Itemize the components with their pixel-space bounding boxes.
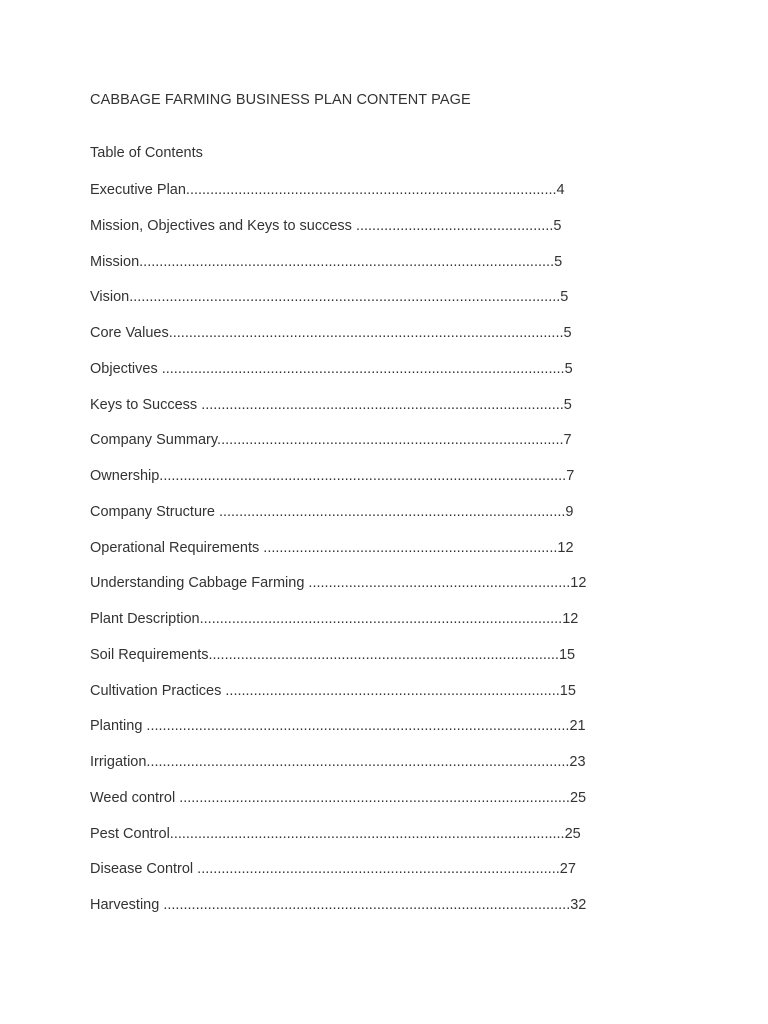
toc-entry-page: 5 (554, 253, 563, 270)
toc-entry-page: 5 (560, 289, 569, 306)
toc-entry-page: 21 (569, 718, 586, 735)
toc-entry-page: 32 (570, 897, 587, 913)
toc-entry-page: 23 (569, 754, 586, 770)
toc-entry (90, 573, 630, 609)
toc-entry (90, 323, 630, 359)
toc-entry-page: 4 (556, 182, 565, 198)
toc-entry (90, 502, 630, 538)
toc-entry (90, 430, 630, 466)
toc-entry (90, 859, 630, 895)
toc-entry-text: Planting ......................................................................................................... (90, 718, 570, 735)
toc-entry-text: Plant Description.......................................................................................... (90, 611, 563, 627)
toc-entry-page: 5 (564, 360, 573, 377)
toc-entry-text: Irrigation......................................................................................................... (90, 754, 570, 770)
toc-entry (90, 287, 630, 323)
toc-entry-text: Keys to Success .......................................................................................... (90, 396, 564, 413)
toc-entry-page: 7 (566, 468, 575, 484)
toc-entry (90, 645, 630, 681)
toc-entry-page: 12 (570, 575, 587, 592)
toc-entry-text: Cultivation Practices ................................................................................... (90, 682, 560, 699)
toc-entry-page: 15 (558, 646, 576, 663)
toc-entry-text: Mission....................................................................................................... (90, 253, 555, 270)
toc-entry (90, 216, 630, 252)
toc-entry-page: 12 (557, 539, 574, 556)
document-title: CABBAGE FARMING BUSINESS PLAN CONTENT PAGE (90, 92, 471, 108)
toc-entry-page: 5 (563, 396, 572, 413)
toc-entry-page: 7 (563, 432, 572, 449)
toc-heading: Table of Contents (90, 145, 203, 161)
toc-entry-text: Vision........................................................................................................... (90, 289, 561, 306)
toc-entry (90, 752, 630, 788)
toc-entry-page: 25 (569, 789, 587, 806)
toc-entry-text: Soil Requirements....................................................................................... (90, 646, 559, 663)
toc-entry (90, 824, 630, 860)
toc-entry-text: Weed control ................................................................................................. (90, 789, 570, 806)
toc-entry (90, 716, 630, 752)
toc-entry-page: 25 (564, 825, 581, 842)
toc-entry-text: Pest Control.................................................................................................. (90, 825, 565, 842)
toc-entry-text: Core Values.................................................................................................. (90, 325, 564, 341)
toc-entry-page: 5 (563, 325, 572, 341)
toc-entry-page: 9 (565, 503, 574, 520)
toc-entry-text: Mission, Objectives and Keys to success ................................................. (90, 217, 554, 234)
toc-entry-text: Objectives .................................................................................................... (90, 360, 565, 377)
toc-entry-page: 5 (553, 217, 562, 234)
toc-entry-page: 12 (562, 611, 579, 627)
toc-entry-text: Understanding Cabbage Farming ................................................................. (90, 575, 571, 592)
toc-entry-text: Operational Requirements ......................................................................... (90, 539, 558, 556)
toc-entry (90, 895, 630, 931)
toc-entry-text: Executive Plan............................................................................................ (90, 182, 557, 198)
toc-entry (90, 466, 630, 502)
toc-entry-text: Disease Control .......................................................................................... (90, 861, 560, 878)
toc-entry (90, 359, 630, 395)
toc-entry (90, 252, 630, 288)
toc-entry-page: 27 (559, 861, 576, 878)
toc-entry-text: Company Summary...................................................................................... (90, 432, 564, 449)
toc-entry (90, 609, 630, 645)
toc-entry-text: Company Structure ...................................................................................... (90, 503, 566, 520)
toc-entry (90, 681, 630, 717)
toc-entry (90, 538, 630, 574)
toc-entry-text: Harvesting ..................................................................................................... (90, 897, 571, 913)
toc-list (90, 180, 630, 931)
toc-entry (90, 395, 630, 431)
toc-entry-page: 15 (559, 682, 576, 699)
toc-entry (90, 788, 630, 824)
toc-entry (90, 180, 630, 216)
toc-entry-text: Ownership..................................................................................................... (90, 468, 567, 484)
